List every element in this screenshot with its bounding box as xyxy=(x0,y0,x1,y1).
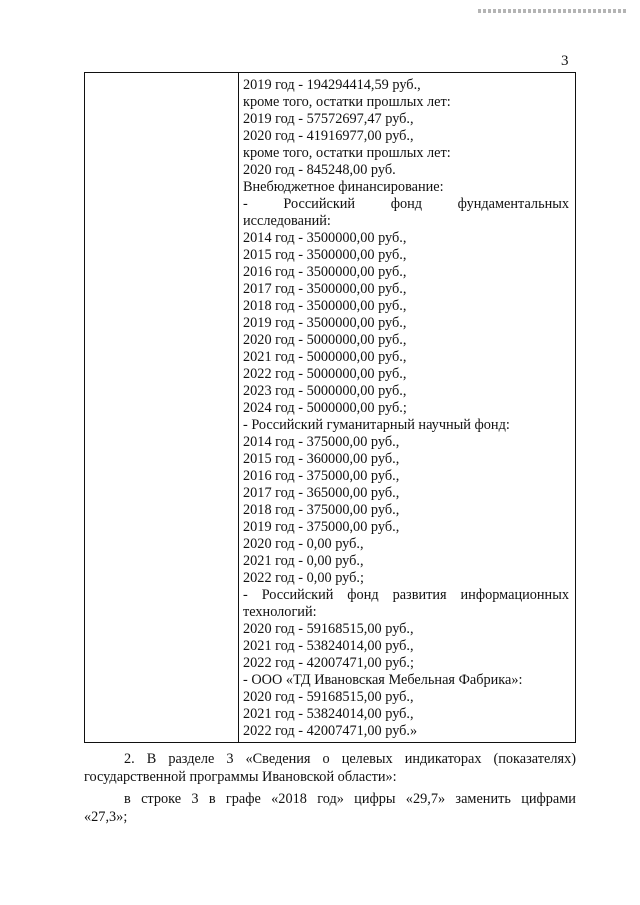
paragraph-word: 2. xyxy=(124,751,135,767)
paragraph-word: В xyxy=(146,751,157,767)
funding-line: 2022 год - 42007471,00 руб.; xyxy=(243,655,414,671)
page-number: 3 xyxy=(561,53,569,69)
paragraph-word: «2018 xyxy=(271,791,307,807)
rfrit-header-word: развития xyxy=(392,587,447,603)
funding-line: 2020 год - 5000000,00 руб., xyxy=(243,332,407,348)
paragraph-word: цифры xyxy=(354,791,396,807)
rgnf-lines xyxy=(243,434,569,587)
rffi-header-continuation: исследований: xyxy=(243,213,331,229)
funding-line: кроме того, остатки прошлых лет: xyxy=(243,145,451,161)
rgnf-header: - Российский гуманитарный научный фонд: xyxy=(243,417,510,433)
rffi-header-word: Российский xyxy=(283,196,356,212)
rfrit-header-continuation: технологий: xyxy=(243,604,317,620)
paragraph-word: цифрами xyxy=(521,791,576,807)
funding-line: 2017 год - 365000,00 руб., xyxy=(243,485,400,501)
funding-line: 2019 год - 3500000,00 руб., xyxy=(243,315,407,331)
funding-line: 2021 год - 53824014,00 руб., xyxy=(243,638,414,654)
funding-line: кроме того, остатки прошлых лет: xyxy=(243,94,451,110)
paragraph-word: заменить xyxy=(455,791,511,807)
paragraph-word: индикаторах xyxy=(404,751,482,767)
paragraph-word: о xyxy=(322,751,330,767)
rffi-header-word: фундаментальных xyxy=(457,196,569,212)
funding-line: 2018 год - 3500000,00 руб., xyxy=(243,298,407,314)
funding-line: 2019 год - 194294414,59 руб., xyxy=(243,77,421,93)
funding-line: 2015 год - 360000,00 руб., xyxy=(243,451,400,467)
funding-line: 2022 год - 5000000,00 руб., xyxy=(243,366,407,382)
rfrit-header xyxy=(243,587,569,604)
funding-line: 2023 год - 5000000,00 руб., xyxy=(243,383,407,399)
paragraph-word: (показателях) xyxy=(493,751,576,767)
paragraph-3-first-line xyxy=(84,790,576,808)
rfrit-header-word: фонд xyxy=(347,587,379,603)
paragraph-2-second-line: государственной программы Ивановской области»: xyxy=(84,769,397,785)
paragraph-word: 3 xyxy=(191,791,199,807)
rffi-lines xyxy=(243,230,569,417)
funding-line: 2014 год - 3500000,00 руб., xyxy=(243,230,407,246)
funding-line: 2022 год - 0,00 руб.; xyxy=(243,570,364,586)
funding-line: 2018 год - 375000,00 руб., xyxy=(243,502,400,518)
funding-line: 2021 год - 5000000,00 руб., xyxy=(243,349,407,365)
funding-line: 2019 год - 57572697,47 руб., xyxy=(243,111,414,127)
paragraph-word: год» xyxy=(317,791,344,807)
paragraph-3 xyxy=(84,790,576,826)
paragraph-word: графе xyxy=(225,791,261,807)
ooo-lines xyxy=(243,689,569,740)
paragraph-word: в xyxy=(208,791,216,807)
rffi-header-word: - xyxy=(243,196,248,212)
rfrit-header-word: информационных xyxy=(460,587,569,603)
funding-line: 2017 год - 3500000,00 руб., xyxy=(243,281,407,297)
funding-line: 2021 год - 53824014,00 руб., xyxy=(243,706,414,722)
funding-line: 2016 год - 3500000,00 руб., xyxy=(243,264,407,280)
funding-line: 2024 год - 5000000,00 руб.; xyxy=(243,400,407,416)
funding-line: 2015 год - 3500000,00 руб., xyxy=(243,247,407,263)
rffi-header-word: фонд xyxy=(390,196,423,212)
paragraph-word: целевых xyxy=(341,751,393,767)
paragraph-2 xyxy=(84,750,576,786)
funding-line: 2020 год - 59168515,00 руб., xyxy=(243,621,414,637)
paragraph-word: строке xyxy=(141,791,182,807)
rfrit-header-word: Российский xyxy=(261,587,334,603)
funding-line: 2020 год - 41916977,00 руб., xyxy=(243,128,414,144)
funding-line: 2021 год - 0,00 руб., xyxy=(243,553,364,569)
table-column-divider xyxy=(238,73,239,742)
paragraph-word: в xyxy=(124,791,131,807)
funding-line: 2014 год - 375000,00 руб., xyxy=(243,434,400,450)
paragraph-word: «29,7» xyxy=(405,791,446,807)
paragraph-2-first-line xyxy=(84,750,576,768)
ooo-header: - ООО «ТД Ивановская Мебельная Фабрика»: xyxy=(243,672,523,688)
paragraph-word: «Сведения xyxy=(245,751,311,767)
funding-line: 2020 год - 845248,00 руб. xyxy=(243,162,396,178)
funding-line: 2019 год - 375000,00 руб., xyxy=(243,519,400,535)
table-right-cell xyxy=(243,77,569,740)
rfrit-lines xyxy=(243,621,569,672)
funding-line: 2020 год - 59168515,00 руб., xyxy=(243,689,414,705)
funding-line: 2020 год - 0,00 руб., xyxy=(243,536,364,552)
funding-line: Внебюджетное финансирование: xyxy=(243,179,444,195)
intro-lines xyxy=(243,77,569,196)
rfrit-header-word: - xyxy=(243,587,248,603)
paragraph-3-second-line: «27,3»; xyxy=(84,809,128,825)
scan-artifact xyxy=(478,9,626,13)
rffi-header xyxy=(243,196,569,213)
paragraph-word: разделе xyxy=(168,751,215,767)
paragraph-word: 3 xyxy=(226,751,234,767)
funding-line: 2022 год - 42007471,00 руб.» xyxy=(243,723,418,739)
funding-line: 2016 год - 375000,00 руб., xyxy=(243,468,400,484)
financing-table xyxy=(84,72,576,743)
